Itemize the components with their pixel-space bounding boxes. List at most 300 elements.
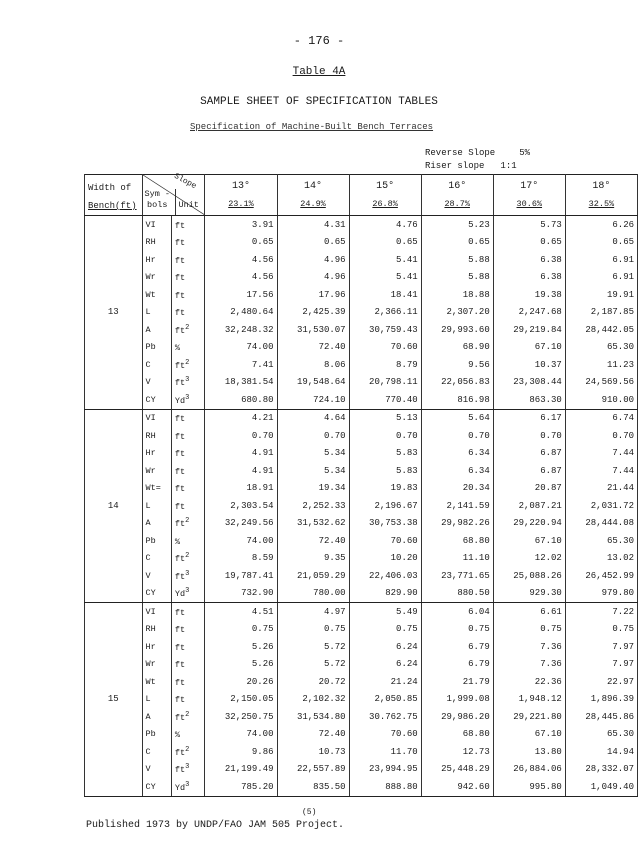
page-number: - 176 -	[293, 34, 345, 48]
unit	[171, 778, 205, 796]
slope-label: Slope	[171, 171, 198, 192]
value-cell: 70.60	[349, 726, 421, 744]
table-row	[85, 761, 638, 779]
unit-text: ft	[174, 677, 186, 688]
value-cell: 2,196.67	[349, 497, 421, 515]
value-cell: 6.38	[493, 269, 565, 287]
parameters	[425, 147, 530, 173]
slope-percent: 28.7%	[444, 199, 470, 209]
unit-text: ft	[174, 378, 186, 389]
unit-text: ft	[174, 554, 186, 565]
value-cell: 2,307.20	[421, 304, 493, 322]
unit	[171, 321, 205, 339]
value-cell: 6.34	[421, 462, 493, 480]
value-cell: 74.00	[205, 726, 277, 744]
unit	[171, 708, 205, 726]
value-cell: 829.90	[349, 585, 421, 603]
symbol: Wr	[142, 656, 171, 674]
table-row	[85, 550, 638, 568]
value-cell: 17.96	[277, 286, 349, 304]
value-cell: 11.23	[565, 356, 637, 374]
table-row	[85, 726, 638, 744]
unit-exponent: 2	[185, 745, 190, 754]
symbol: C	[142, 356, 171, 374]
unit-text: ft	[174, 519, 186, 530]
value-cell: 4.96	[277, 269, 349, 287]
slope-col-4	[493, 175, 565, 216]
unit-text: ft	[174, 290, 186, 301]
value-cell: 70.60	[349, 532, 421, 550]
value-cell: 11.10	[421, 550, 493, 568]
value-cell: 25,448.29	[421, 761, 493, 779]
value-cell: 20.26	[205, 673, 277, 691]
value-cell: 10.73	[277, 743, 349, 761]
value-cell: 0.70	[277, 427, 349, 445]
specification-table	[84, 171, 638, 797]
param-reverse-slope	[425, 147, 530, 160]
value-cell: 2,425.39	[277, 304, 349, 322]
value-cell: 21,059.29	[277, 567, 349, 585]
symbol: V	[142, 374, 171, 392]
value-cell: 26,452.99	[565, 567, 637, 585]
unit-text: ft	[174, 571, 186, 582]
unit	[171, 585, 205, 603]
param-value: 5%	[519, 148, 531, 158]
value-cell: 30,753.38	[349, 515, 421, 533]
symbol: A	[142, 321, 171, 339]
value-cell: 29,220.94	[493, 515, 565, 533]
value-cell: 2,366.11	[349, 304, 421, 322]
unit-text: ft	[174, 255, 186, 266]
value-cell: 0.75	[565, 621, 637, 639]
value-cell: 7.44	[565, 462, 637, 480]
value-cell: 6.04	[421, 603, 493, 621]
symbol: L	[142, 497, 171, 515]
value-cell: 22.36	[493, 673, 565, 691]
symbol: V	[142, 761, 171, 779]
value-cell: 5.83	[349, 462, 421, 480]
value-cell: 7.44	[565, 445, 637, 463]
unit	[171, 462, 205, 480]
value-cell: 4.97	[277, 603, 349, 621]
value-cell: 29,982.26	[421, 515, 493, 533]
table-row	[85, 585, 638, 603]
symbol: Hr	[142, 251, 171, 269]
value-cell: 4.31	[277, 216, 349, 234]
value-cell: 72.40	[277, 726, 349, 744]
table-row	[85, 234, 638, 252]
unit	[171, 339, 205, 357]
value-cell: 7.97	[565, 638, 637, 656]
table-row	[85, 374, 638, 392]
symbol: Hr	[142, 638, 171, 656]
table-row	[85, 497, 638, 515]
value-cell: 17.56	[205, 286, 277, 304]
value-cell: 74.00	[205, 532, 277, 550]
unit	[171, 515, 205, 533]
unit	[171, 656, 205, 674]
table-row	[85, 480, 638, 498]
value-cell: 7.36	[493, 638, 565, 656]
value-cell: 835.50	[277, 778, 349, 796]
value-cell: 0.75	[205, 621, 277, 639]
slope-percent: 23.1%	[228, 199, 254, 209]
unit-text: ft	[174, 414, 186, 425]
value-cell: 6.74	[565, 409, 637, 427]
table-row	[85, 743, 638, 761]
value-cell: 21.44	[565, 480, 637, 498]
symbol: C	[142, 743, 171, 761]
unit	[171, 497, 205, 515]
table-row	[85, 286, 638, 304]
unit-text: ft	[174, 466, 186, 477]
value-cell: 31,532.62	[277, 515, 349, 533]
slope-degree: 16°	[448, 181, 467, 192]
value-cell: 8.79	[349, 356, 421, 374]
value-cell: 67.10	[493, 339, 565, 357]
value-cell: 0.70	[565, 427, 637, 445]
symbol: C	[142, 550, 171, 568]
unit	[171, 445, 205, 463]
symbol: V	[142, 567, 171, 585]
table-row	[85, 621, 638, 639]
value-cell: 20,798.11	[349, 374, 421, 392]
slope-percent: 32.5%	[588, 199, 615, 209]
unit-text: ft	[174, 747, 186, 758]
value-cell: 2,087.21	[493, 497, 565, 515]
width-header-line2: Bench(ft)	[88, 201, 137, 211]
slope-degree: 13°	[231, 181, 250, 192]
value-cell: 0.70	[349, 427, 421, 445]
value-cell: 4.96	[277, 251, 349, 269]
value-cell: 4.91	[205, 445, 277, 463]
value-cell: 5.88	[421, 269, 493, 287]
table-row	[85, 427, 638, 445]
value-cell: 9.35	[277, 550, 349, 568]
value-cell: 72.40	[277, 532, 349, 550]
value-cell: 5.88	[421, 251, 493, 269]
table-title: Table 4A	[292, 66, 346, 78]
bench-width: 14	[85, 409, 143, 603]
value-cell: 19.34	[277, 480, 349, 498]
value-cell: 19,548.64	[277, 374, 349, 392]
table-row	[85, 251, 638, 269]
symbol: VI	[142, 603, 171, 621]
value-cell: 2,050.85	[349, 691, 421, 709]
value-cell: 880.50	[421, 585, 493, 603]
unit-exponent: 3	[185, 763, 190, 772]
unit-exponent: 2	[185, 517, 190, 526]
value-cell: 6.79	[421, 656, 493, 674]
unit-text: Yd	[174, 589, 186, 600]
value-cell: 19.38	[493, 286, 565, 304]
symbol: L	[142, 304, 171, 322]
table-row	[85, 515, 638, 533]
value-cell: 14.94	[565, 743, 637, 761]
value-cell: 21.24	[349, 673, 421, 691]
value-cell: 888.80	[349, 778, 421, 796]
value-cell: 942.60	[421, 778, 493, 796]
value-cell: 23,771.65	[421, 567, 493, 585]
value-cell: 28,444.08	[565, 515, 637, 533]
value-cell: 2,247.68	[493, 304, 565, 322]
table-row	[85, 567, 638, 585]
unit-exponent: 3	[185, 393, 190, 402]
unit	[171, 269, 205, 287]
symbol: CY	[142, 778, 171, 796]
value-cell: 2,150.05	[205, 691, 277, 709]
table-row	[85, 216, 638, 234]
value-cell: 785.20	[205, 778, 277, 796]
unit-text: ft	[174, 273, 186, 284]
value-cell: 6.34	[421, 445, 493, 463]
param-riser-slope	[425, 160, 530, 173]
value-cell: 3.91	[205, 216, 277, 234]
value-cell: 0.65	[493, 234, 565, 252]
table-row	[85, 778, 638, 796]
param-label: Reverse Slope	[425, 148, 496, 158]
slope-percent: 30.6%	[516, 199, 543, 209]
value-cell: 5.41	[349, 269, 421, 287]
unit	[171, 234, 205, 252]
symbols-label	[145, 189, 171, 211]
unit-text: ft	[174, 308, 186, 319]
unit	[171, 603, 205, 621]
value-cell: 5.72	[277, 656, 349, 674]
value-cell: 24,569.56	[565, 374, 637, 392]
symbol: Wt	[142, 286, 171, 304]
value-cell: 29,221.80	[493, 708, 565, 726]
unit	[171, 216, 205, 234]
value-cell: 31,530.07	[277, 321, 349, 339]
unit-exponent: 3	[185, 376, 190, 385]
value-cell: 22.97	[565, 673, 637, 691]
value-cell: 2,031.72	[565, 497, 637, 515]
symbol: RH	[142, 427, 171, 445]
value-cell: 6.24	[349, 638, 421, 656]
width-header-line1: Width of	[88, 183, 132, 193]
unit-text: ft	[174, 765, 186, 776]
symbol: Wt	[142, 673, 171, 691]
value-cell: 0.70	[493, 427, 565, 445]
unit	[171, 480, 205, 498]
table-row	[85, 603, 638, 621]
value-cell: 10.37	[493, 356, 565, 374]
value-cell: 32,250.75	[205, 708, 277, 726]
value-cell: 0.70	[205, 427, 277, 445]
value-cell: 6.17	[493, 409, 565, 427]
value-cell: 23,308.44	[493, 374, 565, 392]
value-cell: 68.80	[421, 726, 493, 744]
value-cell: 23,994.95	[349, 761, 421, 779]
value-cell: 5.83	[349, 445, 421, 463]
value-cell: 910.00	[565, 391, 637, 409]
value-cell: 0.75	[277, 621, 349, 639]
value-cell: 7.97	[565, 656, 637, 674]
slope-col-0	[205, 175, 277, 216]
value-cell: 0.75	[421, 621, 493, 639]
slope-degree: 15°	[376, 181, 395, 192]
value-cell: 8.59	[205, 550, 277, 568]
value-cell: 18.91	[205, 480, 277, 498]
symbol: CY	[142, 391, 171, 409]
value-cell: 5.64	[421, 409, 493, 427]
value-cell: 6.87	[493, 445, 565, 463]
header-row	[85, 175, 638, 216]
value-cell: 724.10	[277, 391, 349, 409]
symbol: VI	[142, 216, 171, 234]
publication-footer: Published 1973 by UNDP/FAO JAM 505 Project.	[86, 820, 345, 831]
symbol: Pb	[142, 532, 171, 550]
unit-text: ft	[174, 642, 186, 653]
symbol: Wt=	[142, 480, 171, 498]
unit-text: ft	[174, 449, 186, 460]
value-cell: 2,480.64	[205, 304, 277, 322]
value-cell: 68.90	[421, 339, 493, 357]
value-cell: 732.90	[205, 585, 277, 603]
symbol: CY	[142, 585, 171, 603]
value-cell: 19,787.41	[205, 567, 277, 585]
value-cell: 2,102.32	[277, 691, 349, 709]
symbol: A	[142, 515, 171, 533]
value-cell: 19.91	[565, 286, 637, 304]
unit-text: %	[174, 343, 181, 354]
symbol: RH	[142, 621, 171, 639]
unit-exponent: 2	[185, 358, 190, 367]
value-cell: 929.30	[493, 585, 565, 603]
value-cell: 770.40	[349, 391, 421, 409]
value-cell: 2,303.54	[205, 497, 277, 515]
value-cell: 4.21	[205, 409, 277, 427]
unit	[171, 673, 205, 691]
table-row	[85, 532, 638, 550]
value-cell: 6.79	[421, 638, 493, 656]
value-cell: 7.36	[493, 656, 565, 674]
value-cell: 20.87	[493, 480, 565, 498]
value-cell: 7.41	[205, 356, 277, 374]
value-cell: 1,049.40	[565, 778, 637, 796]
symbol: RH	[142, 234, 171, 252]
value-cell: 20.34	[421, 480, 493, 498]
unit	[171, 638, 205, 656]
unit-text: ft	[174, 238, 186, 249]
value-cell: 72.40	[277, 339, 349, 357]
unit-text: ft	[174, 712, 186, 723]
value-cell: 26,884.06	[493, 761, 565, 779]
value-cell: 5.41	[349, 251, 421, 269]
symbol: Wr	[142, 269, 171, 287]
value-cell: 30.762.75	[349, 708, 421, 726]
value-cell: 65.30	[565, 532, 637, 550]
table-row	[85, 462, 638, 480]
unit	[171, 743, 205, 761]
unit	[171, 532, 205, 550]
value-cell: 680.80	[205, 391, 277, 409]
value-cell: 10.20	[349, 550, 421, 568]
value-cell: 32,249.56	[205, 515, 277, 533]
unit-exponent: 3	[185, 780, 190, 789]
value-cell: 5.13	[349, 409, 421, 427]
value-cell: 25,088.26	[493, 567, 565, 585]
unit-text: ft	[174, 360, 186, 371]
bench-width: 15	[85, 603, 143, 797]
value-cell: 6.91	[565, 251, 637, 269]
unit-text: ft	[174, 501, 186, 512]
slope-col-3	[421, 175, 493, 216]
unit	[171, 286, 205, 304]
unit	[171, 621, 205, 639]
value-cell: 5.49	[349, 603, 421, 621]
value-cell: 29,993.60	[421, 321, 493, 339]
unit	[171, 304, 205, 322]
param-label: Riser slope	[425, 161, 485, 171]
table-row	[85, 339, 638, 357]
slope-symbol-unit-header	[142, 171, 205, 216]
value-cell: 5.34	[277, 462, 349, 480]
value-cell: 67.10	[493, 726, 565, 744]
value-cell: 2,141.59	[421, 497, 493, 515]
unit-exponent: 2	[185, 710, 190, 719]
value-cell: 22,406.03	[349, 567, 421, 585]
symbol: A	[142, 708, 171, 726]
value-cell: 1,948.12	[493, 691, 565, 709]
unit	[171, 691, 205, 709]
value-cell: 1,896.39	[565, 691, 637, 709]
slope-col-5	[565, 175, 637, 216]
value-cell: 0.65	[277, 234, 349, 252]
value-cell: 9.86	[205, 743, 277, 761]
value-cell: 21.79	[421, 673, 493, 691]
value-cell: 70.60	[349, 339, 421, 357]
table-row	[85, 708, 638, 726]
value-cell: 995.80	[493, 778, 565, 796]
value-cell: 65.30	[565, 726, 637, 744]
table-row	[85, 656, 638, 674]
value-cell: 979.80	[565, 585, 637, 603]
unit	[171, 251, 205, 269]
width-header	[85, 175, 143, 216]
sheet-title: SAMPLE SHEET OF SPECIFICATION TABLES	[200, 96, 438, 108]
value-cell: 21,199.49	[205, 761, 277, 779]
value-cell: 31,534.80	[277, 708, 349, 726]
unit-exponent: 3	[185, 569, 190, 578]
table-row	[85, 269, 638, 287]
unit	[171, 567, 205, 585]
table-row	[85, 304, 638, 322]
value-cell: 863.30	[493, 391, 565, 409]
table-row	[85, 691, 638, 709]
value-cell: 5.23	[421, 216, 493, 234]
value-cell: 4.91	[205, 462, 277, 480]
unit-exponent: 2	[185, 323, 190, 332]
value-cell: 13.80	[493, 743, 565, 761]
value-cell: 11.70	[349, 743, 421, 761]
value-cell: 12.02	[493, 550, 565, 568]
unit	[171, 391, 205, 409]
value-cell: 2,252.33	[277, 497, 349, 515]
bench-width: 13	[85, 216, 143, 410]
value-cell: 6.87	[493, 462, 565, 480]
value-cell: 18.41	[349, 286, 421, 304]
table-row	[85, 673, 638, 691]
value-cell: 28,442.05	[565, 321, 637, 339]
table-row	[85, 356, 638, 374]
unit	[171, 356, 205, 374]
value-cell: 0.75	[493, 621, 565, 639]
value-cell: 4.56	[205, 251, 277, 269]
unit-text: Yd	[174, 782, 186, 793]
value-cell: 74.00	[205, 339, 277, 357]
